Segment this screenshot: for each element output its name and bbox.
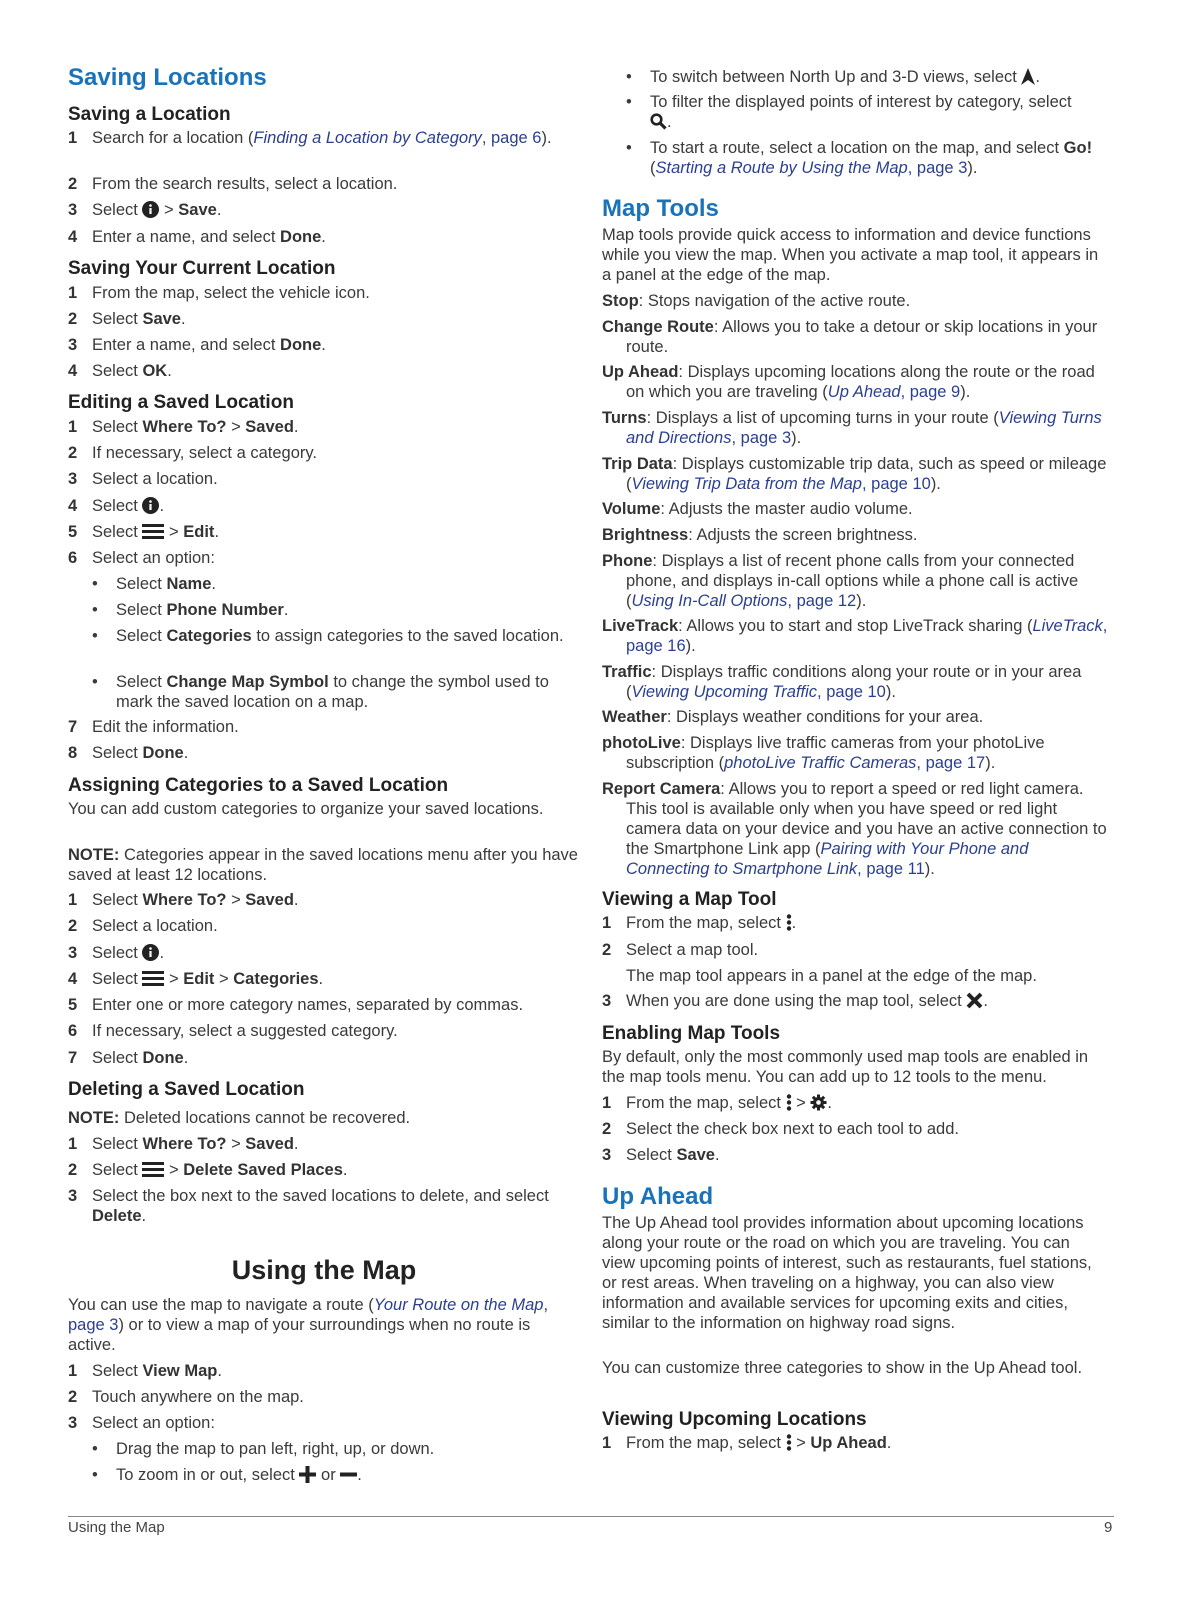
heading-up-ahead: Up Ahead xyxy=(602,1183,714,1210)
paragraph: Map tools provide quick access to information and device functions while you view the map. When you activate a map tool, it appears in a panel at the edge of the map. xyxy=(602,226,1099,284)
list-item: 1 From the map, select the vehicle icon. xyxy=(68,284,370,302)
link-starting-route-by-map[interactable]: Starting a Route by Using the Map xyxy=(655,159,908,177)
footer-section: Using the Map xyxy=(68,1519,165,1536)
list-item: 3 Select > Save. xyxy=(68,201,222,219)
more-vertical-icon xyxy=(786,1094,792,1111)
list-item: 3 Select the box next to the saved locations to delete, and select Delete. xyxy=(68,1187,549,1225)
page-number: 9 xyxy=(1104,1519,1113,1536)
heading-viewing-map-tool: Viewing a Map Tool xyxy=(602,889,777,910)
list-item: • To switch between North Up and 3-D views, select . xyxy=(602,67,1114,87)
link-viewing-turns[interactable]: Viewing Turns and Directions xyxy=(626,409,1102,447)
list-item: 3 Select Save. xyxy=(602,1146,720,1164)
paragraph: You can customize three categories to show in the Up Ahead tool. xyxy=(602,1359,1083,1377)
link-viewing-trip-data[interactable]: Viewing Trip Data from the Map xyxy=(631,475,862,493)
list-item: 1 Select Where To? > Saved. xyxy=(68,1135,299,1153)
minus-icon xyxy=(340,1466,357,1483)
list-item: 3 Select . xyxy=(68,944,165,962)
note: NOTE: Deleted locations cannot be recovered. xyxy=(68,1109,411,1127)
definition-turns: Turns: Displays a list of upcoming turns in your route (Viewing Turns and Directions, page 3). xyxy=(602,409,1102,447)
list-item: 1 Select Where To? > Saved. xyxy=(68,891,299,909)
paragraph: You can add custom categories to organize your saved locations. xyxy=(68,800,544,818)
list-item: 2 From the search results, select a location. xyxy=(68,175,398,193)
search-icon xyxy=(650,113,667,130)
definition-phone: Phone: Displays a list of recent phone calls from your connected phone, and displays in-call options while a phone call is active (Using In-Call Options, page 12). xyxy=(602,552,1079,610)
list-item: • Drag the map to pan left, right, up, or down. xyxy=(68,1439,580,1459)
list-item: 2 Select a map tool. xyxy=(602,941,759,959)
list-item: 7 Select Done. xyxy=(68,1049,189,1067)
list-item: 2 If necessary, select a category. xyxy=(68,444,317,462)
list-item: 1 From the map, select > Up Ahead. xyxy=(602,1434,892,1452)
step-note: The map tool appears in a panel at the edge of the map. xyxy=(626,967,1037,985)
list-item: 4 Select > Edit > Categories. xyxy=(68,970,324,988)
list-item: 3 Select an option: xyxy=(68,1414,215,1432)
menu-icon xyxy=(142,970,164,987)
info-icon xyxy=(142,497,159,514)
info-icon xyxy=(142,201,159,218)
link-pairing-with-phone[interactable]: Pairing with Your Phone and Connecting to Smartphone Link xyxy=(626,840,1029,878)
link-up-ahead[interactable]: Up Ahead xyxy=(827,383,901,401)
list-item: • To filter the displayed points of interest by category, select . xyxy=(602,92,1114,132)
heading-saving-a-location: Saving a Location xyxy=(68,104,231,125)
paragraph: The Up Ahead tool provides information about upcoming locations along your route or the road on which you are traveling. You can view upcoming points of interest, such as restaurants, fuel stations, or rest areas. When traveling on a highway, you can also view information and available services for upcoming exits and cities, similar to the information on highway road signs. xyxy=(602,1214,1092,1332)
more-vertical-icon xyxy=(786,1434,792,1451)
navigation-arrow-icon xyxy=(1021,68,1035,85)
list-item: 4 Enter a name, and select Done. xyxy=(68,228,326,246)
link-livetrack[interactable]: LiveTrack xyxy=(1032,617,1103,635)
heading-editing-saved-location: Editing a Saved Location xyxy=(68,392,294,413)
list-item: 7 Edit the information. xyxy=(68,718,239,736)
list-item: 2 Select the check box next to each tool to add. xyxy=(602,1120,959,1138)
link-finding-location-by-category[interactable]: Finding a Location by Category xyxy=(253,129,482,147)
heading-viewing-upcoming-locations: Viewing Upcoming Locations xyxy=(602,1409,867,1430)
list-item: 1 Select Where To? > Saved. xyxy=(68,418,299,436)
definition-stop: Stop: Stops navigation of the active route. xyxy=(602,292,911,310)
plus-icon xyxy=(299,1466,316,1483)
definition-brightness: Brightness: Adjusts the screen brightness. xyxy=(602,526,918,544)
definition-change-route: Change Route: Allows you to take a detour or skip locations in your route. xyxy=(602,318,1098,356)
link-photolive-traffic-cameras[interactable]: photoLive Traffic Cameras xyxy=(724,754,917,772)
definition-livetrack: LiveTrack: Allows you to start and stop LiveTrack sharing (LiveTrack, page 16). xyxy=(602,617,1108,655)
menu-icon xyxy=(142,523,164,540)
link-viewing-upcoming-traffic[interactable]: Viewing Upcoming Traffic xyxy=(631,683,818,701)
list-item: • Select Change Map Symbol to change the symbol used to mark the saved location on a map. xyxy=(68,672,580,712)
list-item: 1 From the map, select . xyxy=(602,914,797,932)
note: NOTE: Categories appear in the saved locations menu after you have saved at least 12 locations. xyxy=(68,846,578,884)
info-icon xyxy=(142,944,159,961)
definition-volume: Volume: Adjusts the master audio volume. xyxy=(602,500,913,518)
heading-saving-current-location: Saving Your Current Location xyxy=(68,258,336,279)
list-item: 3 Enter a name, and select Done. xyxy=(68,336,326,354)
list-item: 5 Select > Edit. xyxy=(68,523,220,541)
list-item: • Select Phone Number. xyxy=(68,600,580,620)
link-your-route-on-the-map[interactable]: Your Route on the Map xyxy=(373,1296,544,1314)
heading-deleting-saved-location: Deleting a Saved Location xyxy=(68,1079,305,1100)
heading-map-tools: Map Tools xyxy=(602,195,719,222)
close-icon xyxy=(966,992,983,1009)
list-item: 6 Select an option: xyxy=(68,549,215,567)
list-item: 8 Select Done. xyxy=(68,744,189,762)
list-item: 4 Select OK. xyxy=(68,362,172,380)
list-item: 2 Select a location. xyxy=(68,917,218,935)
footer-divider xyxy=(68,1516,1114,1517)
heading-saving-locations: Saving Locations xyxy=(68,64,267,91)
definition-trip-data: Trip Data: Displays customizable trip data, such as speed or mileage (Viewing Trip Data from the Map, page 10). xyxy=(602,455,1107,493)
heading-assigning-categories: Assigning Categories to a Saved Location xyxy=(68,775,449,796)
definition-weather: Weather: Displays weather conditions for your area. xyxy=(602,708,984,726)
list-item: 4 Select . xyxy=(68,497,165,515)
list-item: 2 Select Save. xyxy=(68,310,186,328)
list-item: • Select Name. xyxy=(68,574,580,594)
list-item: 1 Search for a location (Finding a Location by Category, page 6). xyxy=(68,129,552,147)
definition-up-ahead: Up Ahead: Displays upcoming locations along the route or the road on which you are traveling (Up Ahead, page 9). xyxy=(602,363,1095,401)
menu-icon xyxy=(142,1161,164,1178)
more-vertical-icon xyxy=(786,914,792,931)
list-item: 5 Enter one or more category names, separated by commas. xyxy=(68,996,524,1014)
list-item: 6 If necessary, select a suggested category. xyxy=(68,1022,398,1040)
definition-photolive: photoLive: Displays live traffic cameras from your photoLive subscription (photoLive Traffic Cameras, page 17). xyxy=(602,734,1045,772)
list-item: 1 From the map, select > . xyxy=(602,1094,832,1112)
link-using-in-call-options[interactable]: Using In-Call Options xyxy=(631,592,788,610)
heading-enabling-map-tools: Enabling Map Tools xyxy=(602,1023,781,1044)
list-item: • To start a route, select a location on the map, and select Go! (Starting a Route by Using the Map, page 3). xyxy=(602,138,1114,178)
page-title-using-the-map: Using the Map xyxy=(231,1255,417,1285)
list-item: 3 Select a location. xyxy=(68,470,218,488)
definition-report-camera: Report Camera: Allows you to report a speed or red light camera. This tool is available only when you have speed or red light camera data on your device and you have an active connection to the Smartphone Link app (Pairing with Your Phone and Connecting to Smartphone Link, page 11). xyxy=(602,780,1107,878)
list-item: • To zoom in or out, select or . xyxy=(68,1465,580,1485)
list-item: 2 Select > Delete Saved Places. xyxy=(68,1161,348,1179)
list-item: 3 When you are done using the map tool, select . xyxy=(602,992,988,1010)
paragraph: You can use the map to navigate a route (Your Route on the Map, page 3) or to view a map of your surroundings when no route is active. xyxy=(68,1296,549,1354)
list-item: 2 Touch anywhere on the map. xyxy=(68,1388,304,1406)
definition-traffic: Traffic: Displays traffic conditions along your route or in your area (Viewing Upcoming Traffic, page 10). xyxy=(602,663,1082,701)
gear-icon xyxy=(810,1094,827,1111)
paragraph: By default, only the most commonly used map tools are enabled in the map tools menu. You can add up to 12 tools to the menu. xyxy=(602,1048,1089,1086)
list-item: • Select Categories to assign categories to the saved location. xyxy=(68,626,580,646)
list-item: 1 Select View Map. xyxy=(68,1362,222,1380)
